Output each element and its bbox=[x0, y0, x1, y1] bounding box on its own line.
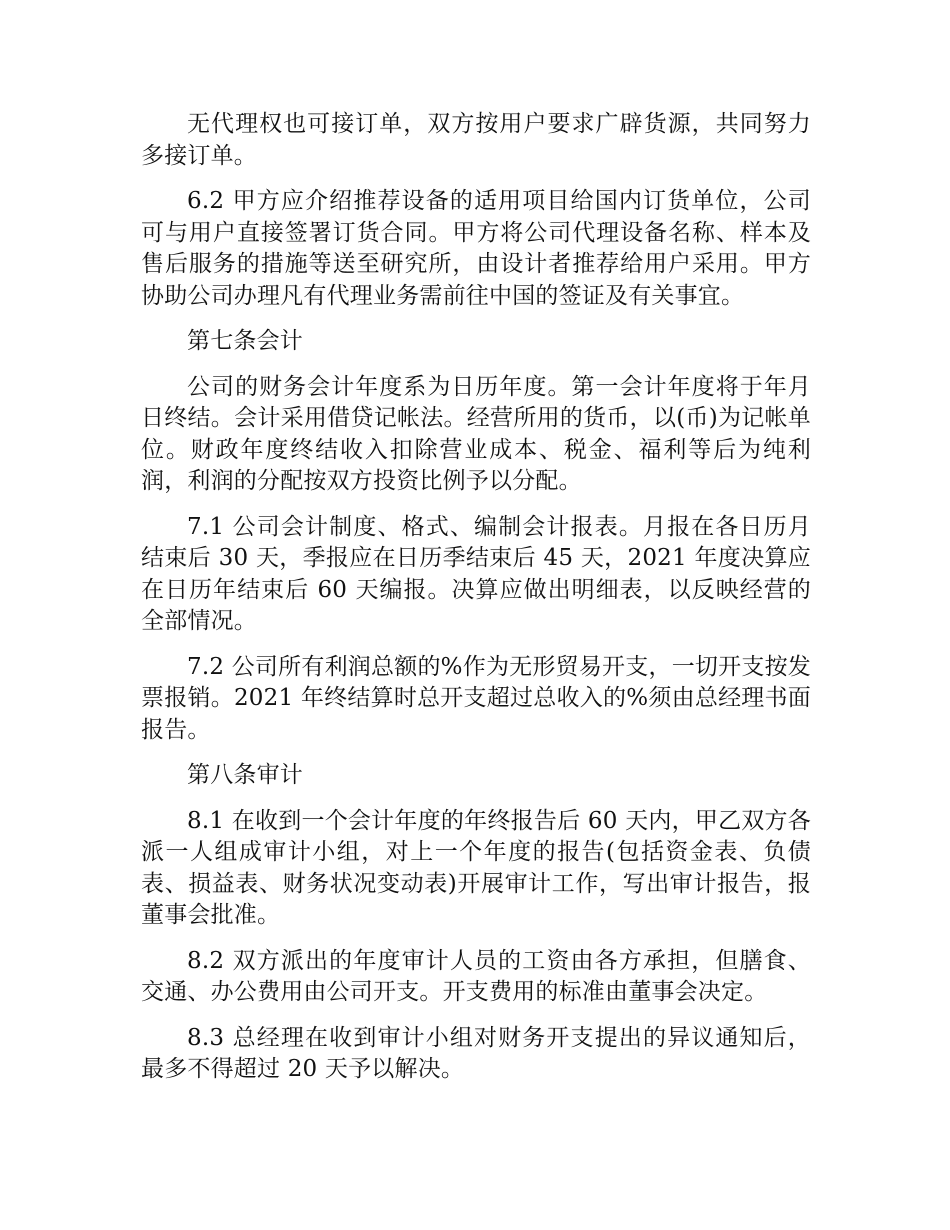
paragraph-8-1: 8.1 在收到一个会计年度的年终报告后 60 天内，甲乙双方各派一人组成审计小组，对上一个年度的报告(包括资金表、负债表、损益表、财务状况变动表)开展审计工作，写出审计报告，报董事会批准。 bbox=[141, 807, 811, 928]
paragraph-7-2: 7.2 公司所有利润总额的%作为无形贸易开支，一切开支按发票报销。2021 年终结算时总开支超过总收入的%须由总经理书面报告。 bbox=[141, 653, 811, 743]
paragraph-7-1: 7.1 公司会计制度、格式、编制会计报表。月报在各日历月结束后 30 天，季报应在日历季结束后 45 天，2021 年度决算应在日历年结束后 60 天编报。决算应做出明细表，以反映经营的全部情况。 bbox=[141, 513, 811, 634]
paragraph-8-3: 8.3 总经理在收到审计小组对财务开支提出的异议通知后，最多不得超过 20 天予以解决。 bbox=[141, 1024, 811, 1082]
section-heading-article-7: 第七条会计 bbox=[187, 328, 303, 354]
document-body bbox=[141, 109, 811, 1100]
paragraph-order-sourcing: 无代理权也可接订单，双方按用户要求广辟货源，共同努力多接订单。 bbox=[141, 111, 811, 169]
section-heading-article-8: 第八条审计 bbox=[187, 762, 303, 788]
paragraph-6-2: 6.2 甲方应介绍推荐设备的适用项目给国内订货单位，公司可与用户直接签署订货合同。甲方将公司代理设备名称、样本及售后服务的措施等送至研究所，由设计者推荐给用户采用。甲方协助公司办理凡有代理业务需前往中国的签证及有关事宜。 bbox=[141, 188, 811, 309]
paragraph-8-2: 8.2 双方派出的年度审计人员的工资由各方承担，但膳食、交通、办公费用由公司开支。开支费用的标准由董事会决定。 bbox=[141, 947, 811, 1005]
paragraph-7-fiscal-year: 公司的财务会计年度系为日历年度。第一会计年度将于年月日终结。会计采用借贷记帐法。经营所用的货币，以(币)为记帐单位。财政年度终结收入扣除营业成本、税金、福利等后为纯利润，利润的分配按双方投资比例予以分配。 bbox=[141, 373, 811, 494]
